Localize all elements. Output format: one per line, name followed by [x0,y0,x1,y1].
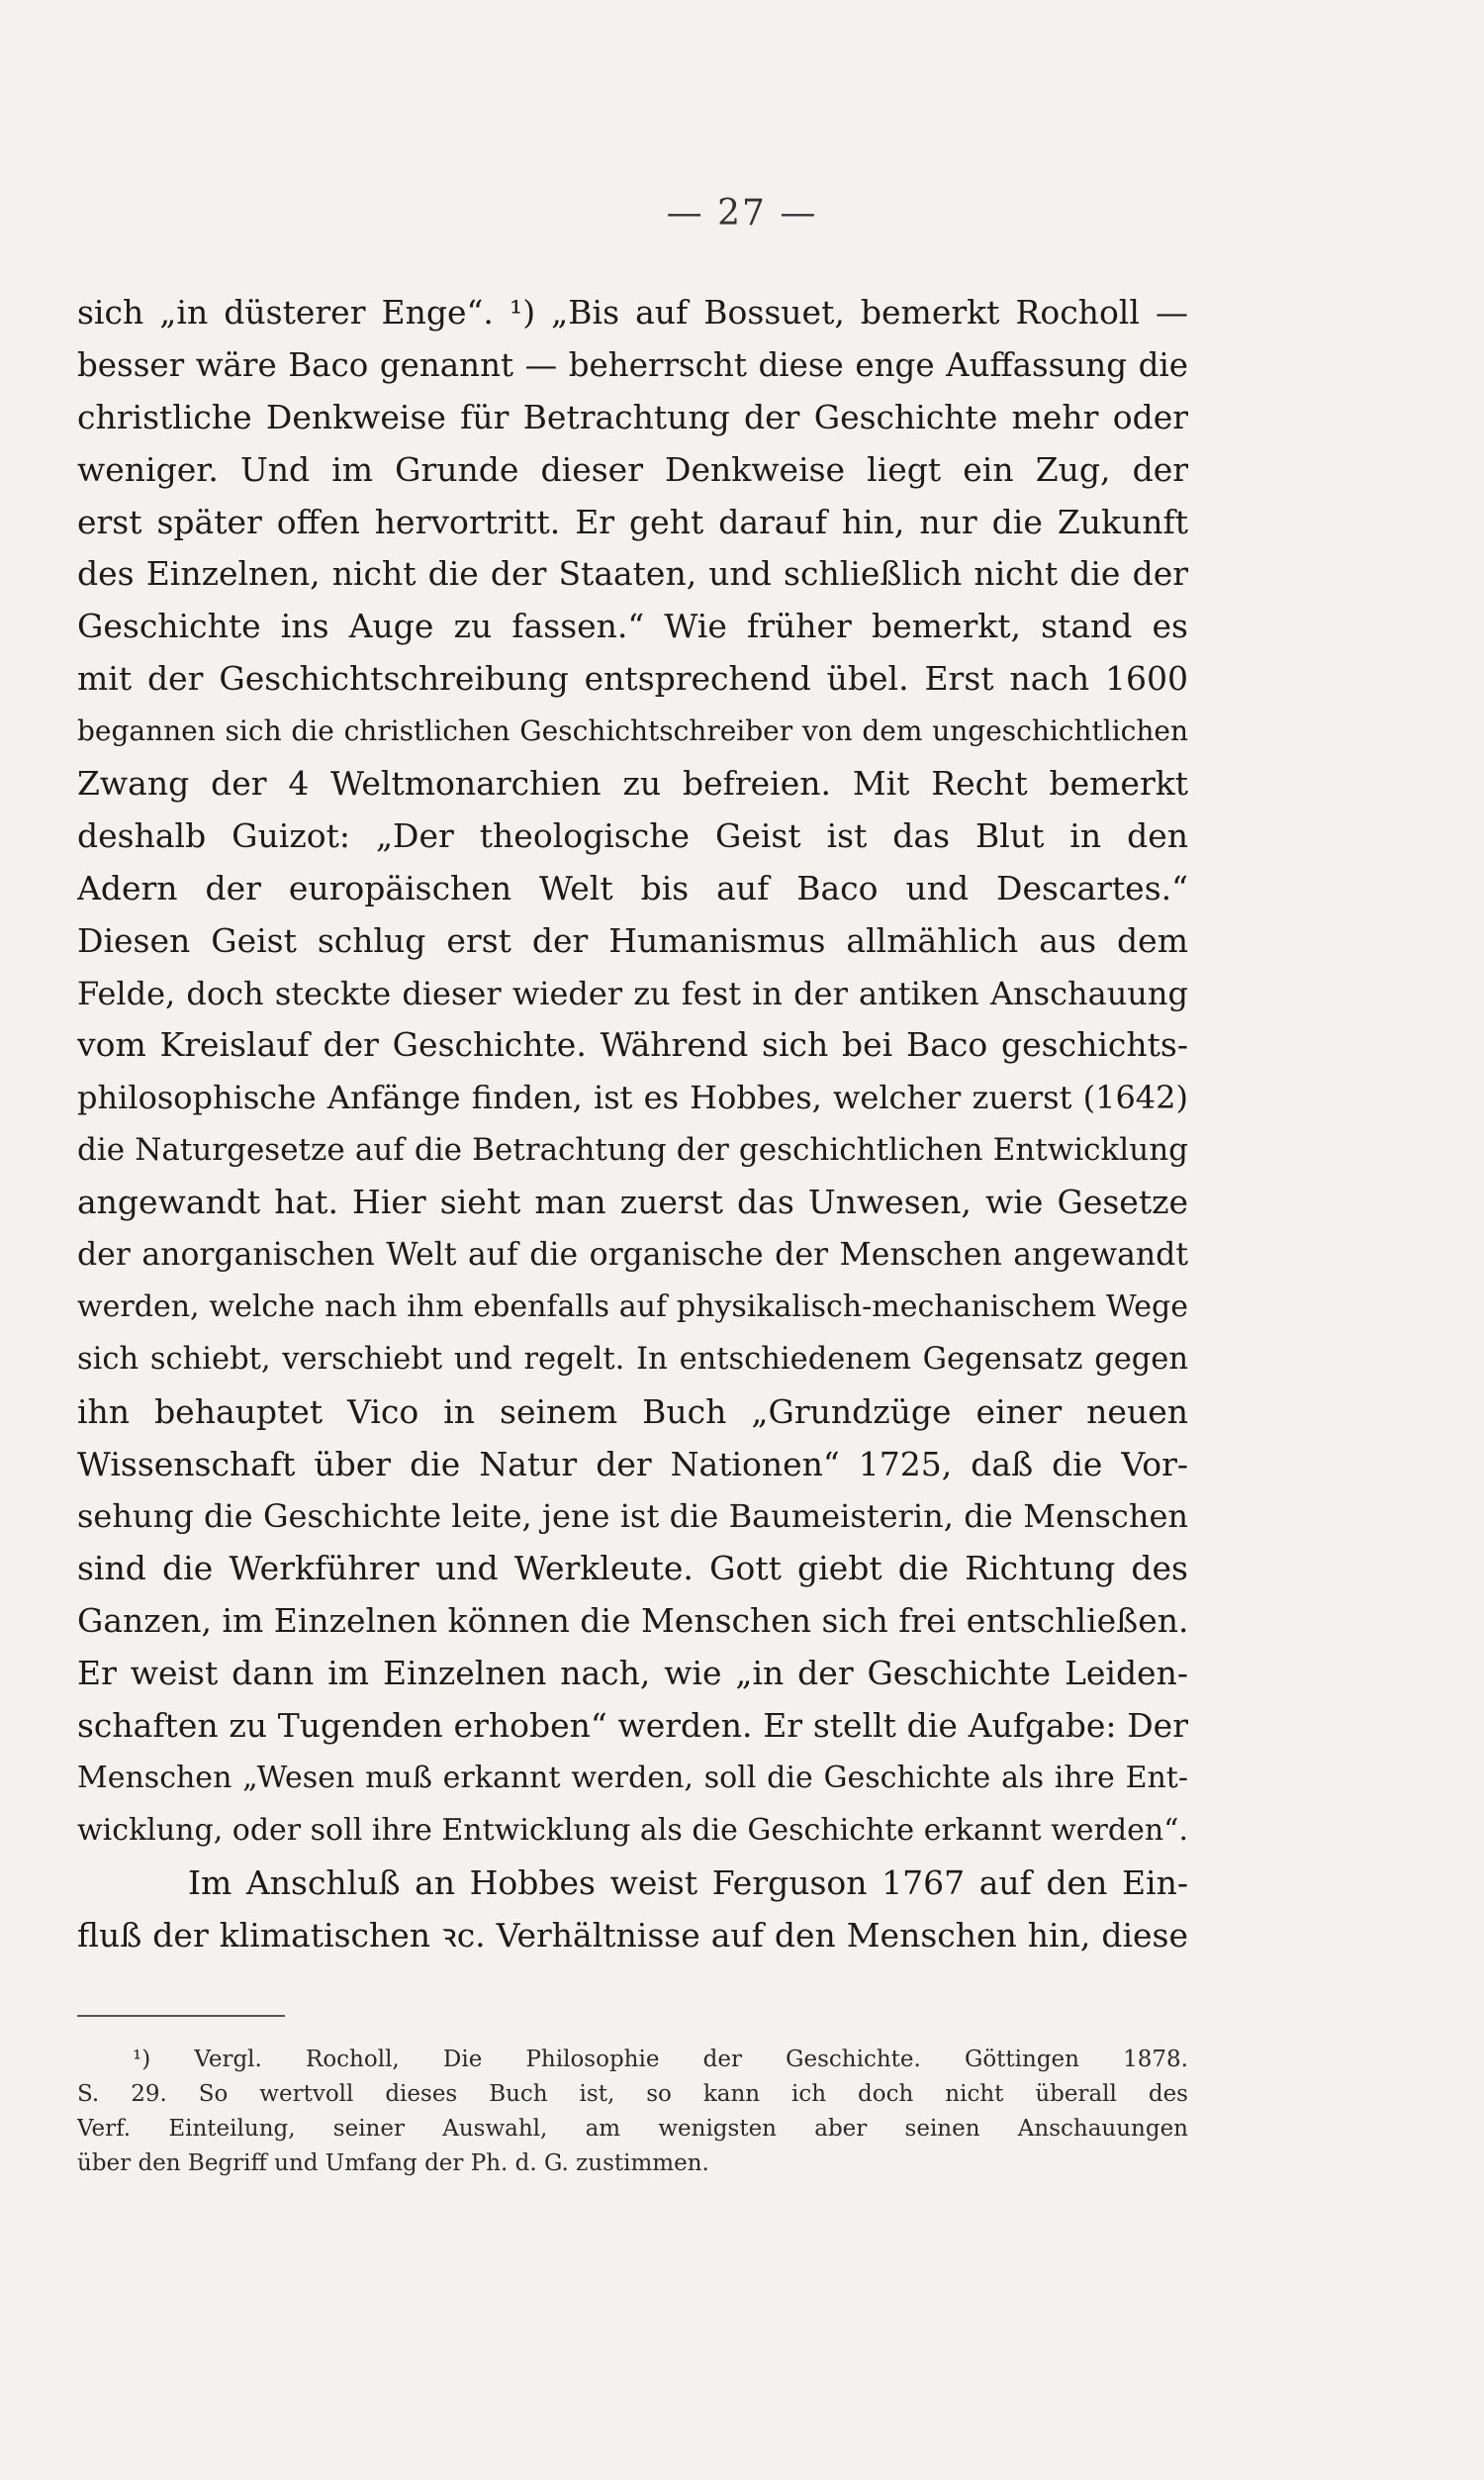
text-line: sich „in düsterer Enge“. ¹) „Bis auf Bossuet, bemerkt Rocholl — [77,293,1188,332]
page-number: — 27 — [666,193,818,234]
text-line: besser wäre Baco genannt — beherrscht diese enge Auffassung die [77,345,1188,384]
text-line: Wissenschaft über die Natur der Nationen“ 1725, daß die Vor- [77,1444,1188,1483]
text-line: weniger. Und im Grunde dieser Denkweise liegt ein Zug, der [77,449,1188,489]
text-line: Felde, doch steckte dieser wieder zu fest in der antiken Anschauung [77,974,1188,1012]
text-line: der anorganischen Welt auf die organische der Menschen angewandt [77,1237,1188,1274]
text-line: schaften zu Tugenden erhoben“ werden. Er stellt die Aufgabe: Der [77,1706,1188,1746]
text-line: begannen sich die christlichen Geschichtschreiber von dem ungeschichtlichen [77,715,1188,748]
text-line: erst später offen hervortritt. Er geht darauf hin, nur die Zukunft [77,502,1188,541]
text-line: die Naturgesetze auf die Betrachtung der geschichtlichen Entwicklung [77,1132,1188,1169]
text-line: Zwang der 4 Weltmonarchien zu befreien. Mit Recht bemerkt [77,764,1188,804]
text-line: Menschen „Wesen muß erkannt werden, soll die Geschichte als ihre Ent- [77,1760,1188,1795]
text-line: vom Kreislauf der Geschichte. Während sich bei Baco geschichts- [77,1025,1188,1065]
text-line: sich schiebt, verschiebt und regelt. In entschiedenem Gegensatz gegen [77,1341,1188,1377]
text-line: Ganzen, im Einzelnen können die Menschen sich frei entschließen. [77,1601,1188,1641]
footnote-line: ¹) Vergl. Rocholl, Die Philosophie der Geschichte. Göttingen 1878. [133,2047,1188,2072]
footnote-line: S. 29. So wertvoll dieses Buch ist, so kann ich doch nicht überall des [77,2081,1188,2107]
text-line: wicklung, oder soll ihre Entwicklung als die Geschichte erkannt werden“. [77,1812,1188,1848]
text-line: Er weist dann im Einzelnen nach, wie „in der Geschichte Leiden- [77,1654,1188,1693]
text-line: mit der Geschichtschreibung entsprechend übel. Erst nach 1600 [77,659,1188,699]
footnote-divider [77,2015,285,2017]
text-line: sehung die Geschichte leite, jene ist die Baumeisterin, die Menschen [77,1497,1188,1536]
text-line: philosophische Anfänge finden, ist es Hobbes, welcher zuerst (1642) [77,1079,1188,1117]
text-line: angewandt hat. Hier sieht man zuerst das Unwesen, wie Gesetze [77,1183,1188,1222]
text-line: Diesen Geist schlug erst der Humanismus allmählich aus dem [77,920,1188,960]
text-line: ihn behauptet Vico in seinem Buch „Grundzüge einer neuen [77,1391,1188,1431]
text-line: Geschichte ins Auge zu fassen.“ Wie früher bemerkt, stand es [77,607,1188,646]
text-line: des Einzelnen, nicht die der Staaten, und schließlich nicht die der [77,554,1188,594]
text-line: Im Anschluß an Hobbes weist Ferguson 1767 auf den Ein- [188,1862,1188,1902]
text-line: deshalb Guizot: „Der theologische Geist ist das Blut in den [77,815,1188,855]
text-line: Adern der europäischen Welt bis auf Baco und Descartes.“ [77,868,1188,907]
text-line: fluß der klimatischen ꝛc. Verhältnisse auf den Menschen hin, diese [77,1915,1188,1955]
text-line: werden, welche nach ihm ebenfalls auf physikalisch-mechanischem Wege [77,1288,1188,1324]
text-line: christliche Denkweise für Betrachtung der Geschichte mehr oder [77,397,1188,436]
text-line: sind die Werkführer und Werkleute. Gott giebt die Richtung des [77,1549,1188,1588]
footnote-line: über den Begriff und Umfang der Ph. d. G. zustimmen. [77,2150,709,2176]
footnotes [77,2043,1188,2181]
footnote-line: Verf. Einteilung, seiner Auswahl, am wenigsten aber seinen Anschauungen [77,2116,1188,2142]
body-text [77,287,1188,1962]
